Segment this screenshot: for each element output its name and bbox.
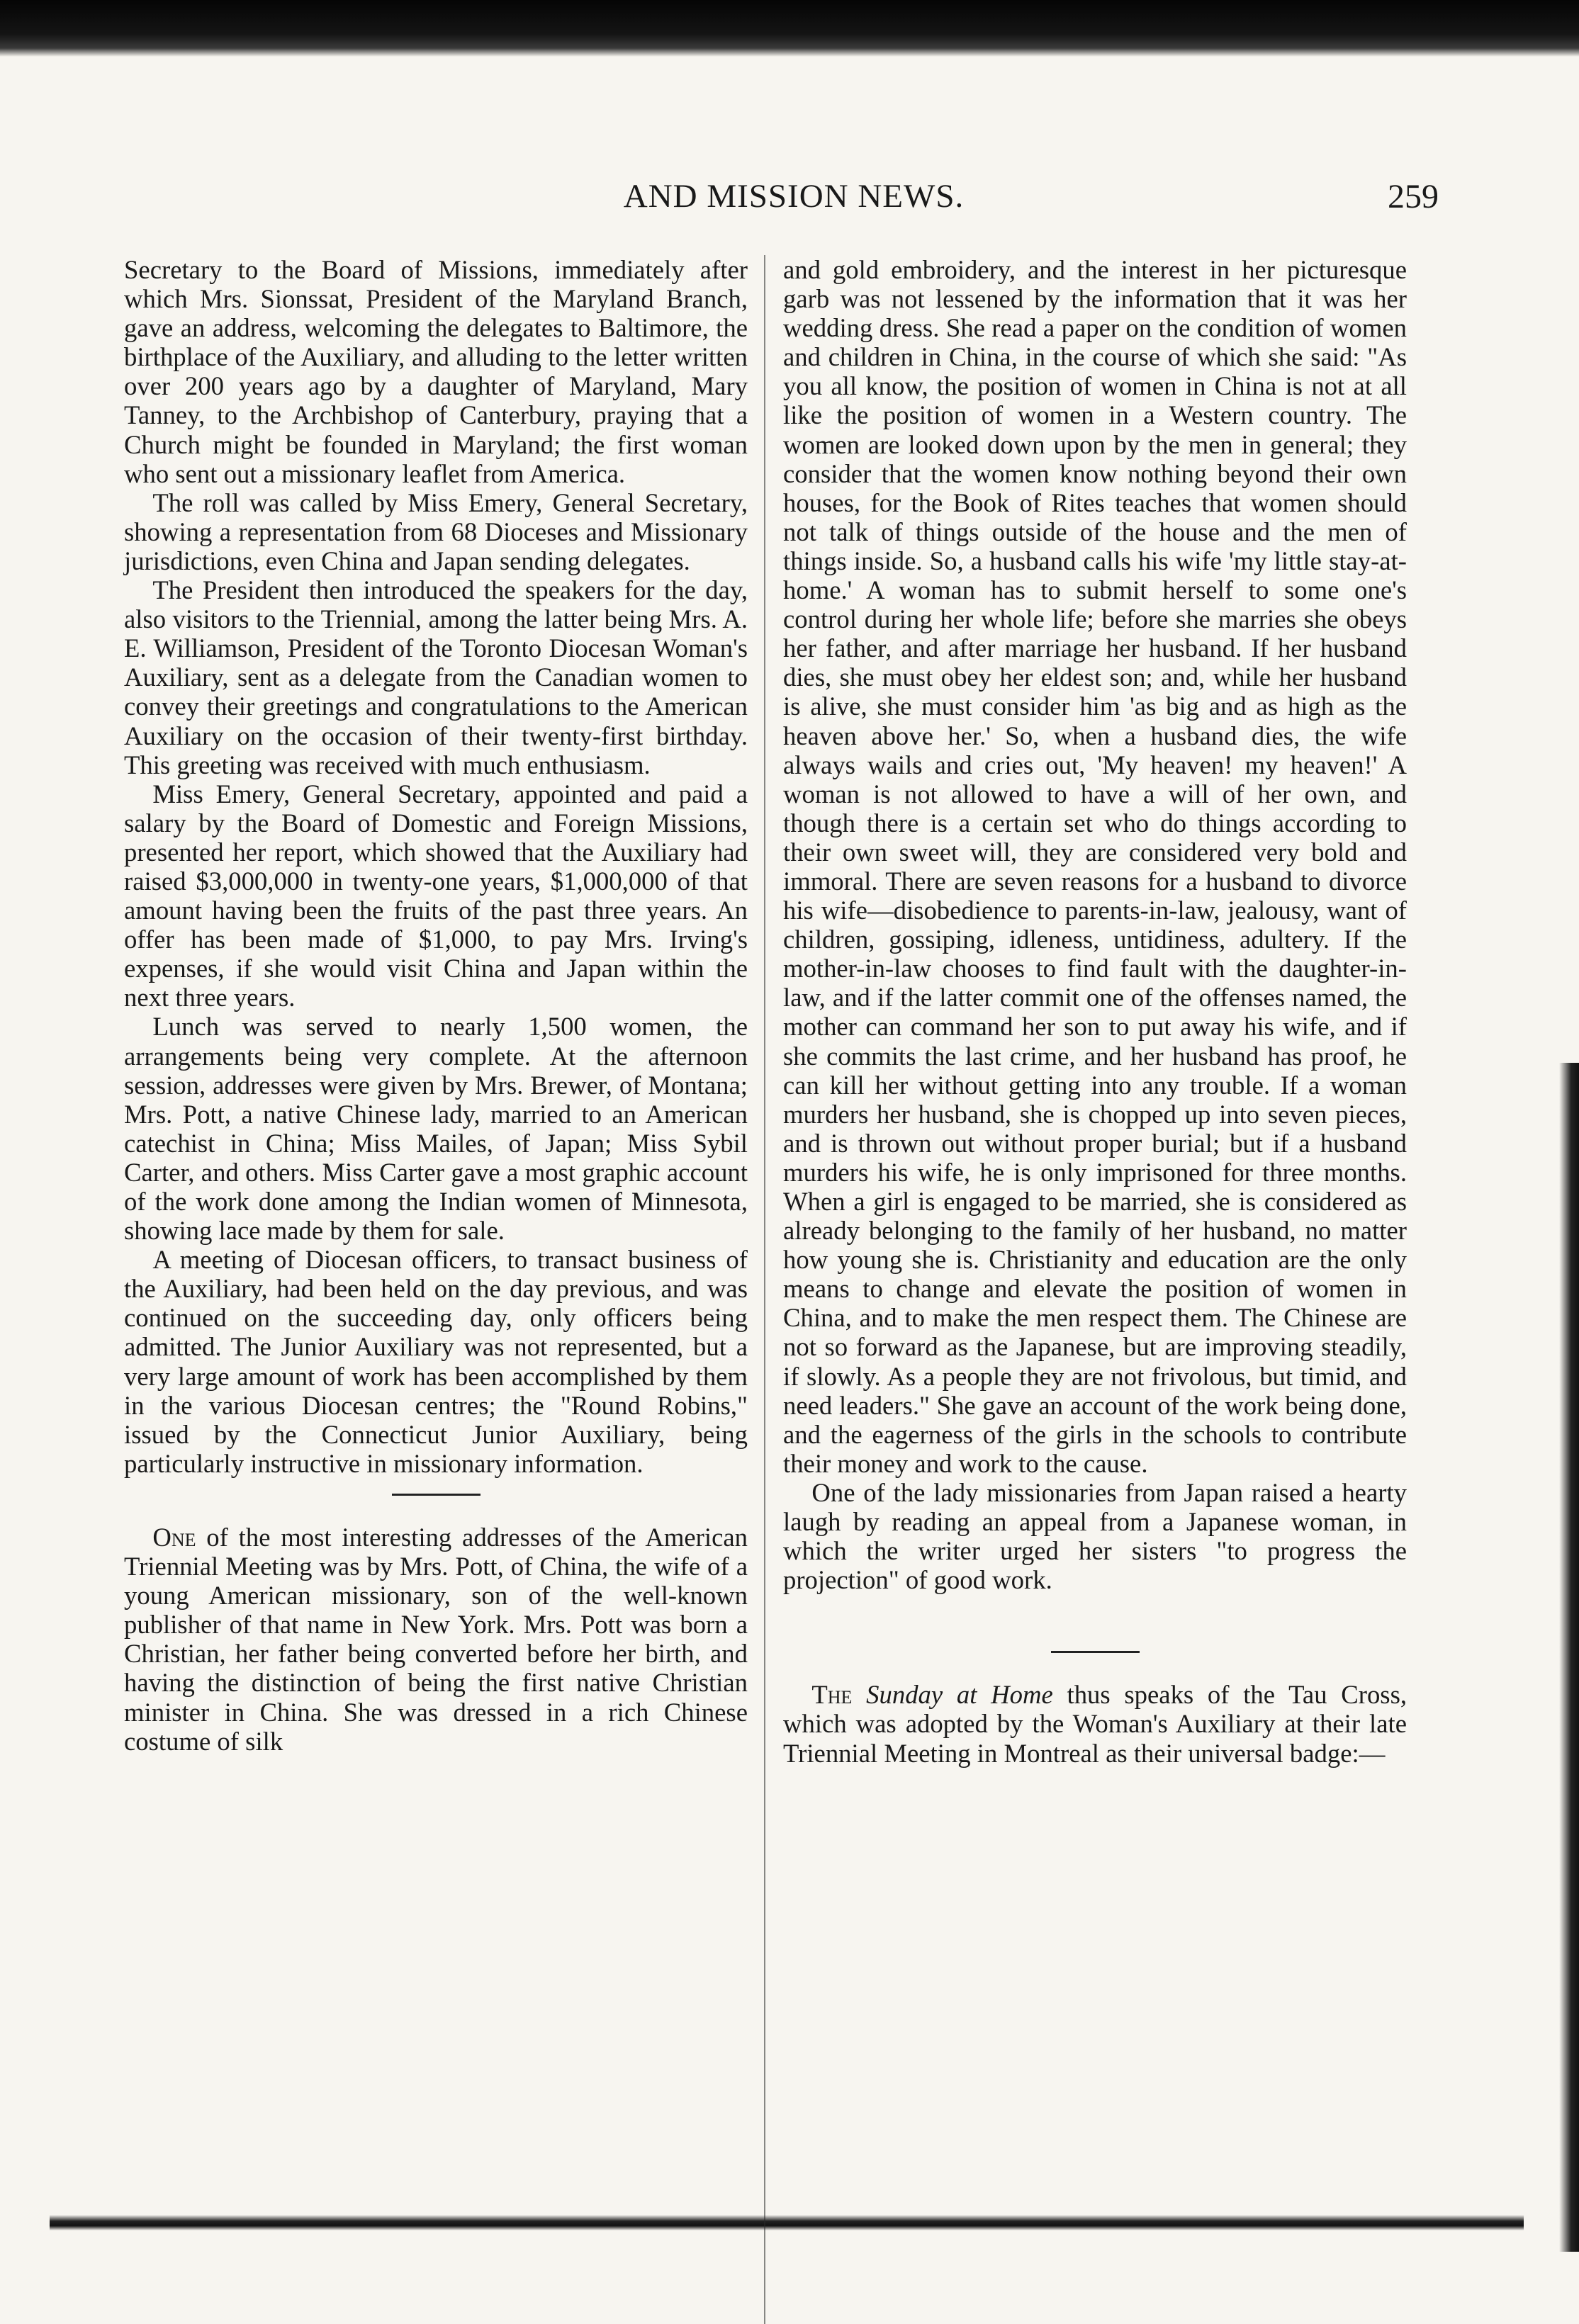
paragraph-text: of the most interesting addresses of the American Triennial Meeting was by Mrs. Pott, of China, the wife of a young American missionary, son of the well-known publisher of that name in New York. Mrs. Pott was born a Christian, her father being converted before her birth, and having the distinction of being the first native Christian minister in China. She was dressed in a rich Chinese costume of silk <box>124 1522 748 1756</box>
left-paragraph-3: The President then introduced the speakers for the day, also visitors to the Triennial, among the latter being Mrs. A. E. Williamson, President of the Toronto Diocesan Woman's Auxiliary, sent as a delegate from the Canadian women to convey their greetings and congratulations to the American Auxiliary on the occasion of their twenty-first birthday. This greeting was received with much enthusiasm. <box>124 575 748 779</box>
scan-right-edge <box>1559 1063 1579 2252</box>
page-number: 259 <box>1388 178 1439 215</box>
left-paragraph-7 <box>124 1523 748 1756</box>
left-paragraph-6: A meeting of Diocesan officers, to transact business of the Auxiliary, had been held on the day previous, and was continued on the succeeding day, only officers being admitted. The Junior Auxiliary was not represented, but a very large amount of work has been accomplished by them in the various Diocesan centres; the "Round Robins," issued by the Connecticut Junior Auxiliary, being particularly instructive in missionary information. <box>124 1245 748 1478</box>
left-paragraph-4: Miss Emery, General Secretary, appointed and paid a salary by the Board of Domestic and Foreign Missions, presented her report, which showed that the Auxiliary had raised $3,000,000 in twenty-one years, $1,000,000 of that amount having been the fruits of the past three years. An offer has been made of $1,000, to pay Mrs. Irving's expenses, if she would visit China and Japan within the next three years. <box>124 779 748 1012</box>
right-paragraph-2: One of the lady missionaries from Japan raised a hearty laugh by reading an appeal from a Japanese woman, in which the writer urged her sisters "to progress the projection" of good work. <box>783 1477 1407 1595</box>
scan-top-edge <box>0 0 1579 57</box>
left-column <box>124 255 748 1756</box>
lead-word: The <box>811 1680 853 1710</box>
scan-bottom-edge <box>50 2215 1524 2230</box>
left-paragraph-2: The roll was called by Miss Emery, General Secretary, showing a representation from 68 Dioceses and Missionary jurisdictions, even China and Japan sending delegates. <box>124 487 748 575</box>
publication-title: Sunday at Home <box>866 1680 1053 1710</box>
lead-word: One <box>152 1522 196 1552</box>
right-column <box>783 255 1407 1768</box>
left-paragraph-1: Secretary to the Board of Missions, immediately after which Mrs. Sionssat, President of the Maryland Branch, gave an address, welcoming the delegates to Baltimore, the birthplace of the Auxiliary, and alluding to the letter written over 200 years ago by a daughter of Maryland, Mary Tanney, to the Archbishop of Canterbury, praying that a Church might be founded in Maryland; the first woman who sent out a missionary leaflet from America. <box>124 255 748 488</box>
column-rule <box>764 255 765 2324</box>
left-paragraph-5: Lunch was served to nearly 1,500 women, the arrangements being very complete. At the afternoon session, addresses were given by Mrs. Brewer, of Montana; Mrs. Pott, a native Chinese lady, married to an American catechist in China; Miss Mailes, of Japan; Miss Sybil Carter, and others. Miss Carter gave a most graphic account of the work done among the Indian women of Minnesota, showing lace made by them for sale. <box>124 1012 748 1246</box>
page-header <box>120 177 1467 227</box>
paragraph-text: thus speaks of the Tau Cross, which was adopted by the Woman's Auxiliary at their late Triennial Meeting in Montreal as their universal badge:— <box>783 1680 1407 1768</box>
section-separator <box>1051 1651 1140 1653</box>
running-head: AND MISSION NEWS. <box>623 178 965 215</box>
right-paragraph-1: and gold embroidery, and the interest in her picturesque garb was not lessened by the information that it was her wedding dress. She read a paper on the condition of women and children in China, in the course of which she said: "As you all know, the position of women in China is not at all like the position of women in a Western country. The women are looked down upon by the men in general; they consider that the women know nothing beyond their own houses, for the Book of Rites teaches that women should not talk of things outside of the house and the men of things inside. So, a husband calls his wife 'my little stay-at-home.' A woman has to submit herself to some one's control during her whole life; before she marries she obeys her father, and after marriage her husband. If her husband dies, she must obey her eldest son; and, while her husband is alive, she must consider him 'as big and as high as the heaven above her.' So, when a husband dies, the wife always wails and cries out, 'My heaven! my heaven!' A woman is not allowed to have a will of her own, and though there is a certain set who do things according to their own sweet will, they are considered very bold and immoral. There are seven reasons for a husband to divorce his wife—disobedience to parents-in-law, jealousy, want of children, gossiping, idleness, untidiness, adultery. If the mother-in-law chooses to find fault with the daughter-in-law, and if the latter commit one of the offenses named, the mother can command her son to put away his wife, and if she commits the last crime, and her husband has proof, he can kill her without getting into any trouble. If a woman murders her husband, she is chopped up into seven pieces, and is thrown out without proper burial; but if a husband murders his wife, he is only imprisoned for three months. When a girl is engaged to be married, she is considered as already belonging to the family of her husband, no matter how young she is. Christianity and education are the only means to change and elevate the position of women in China, and to make the men respect them. The Chinese are not so forward as the Japanese, but are improving steadily, if slowly. As a people they are not frivolous, but timid, and need leaders." She gave an account of the work being done, and the eagerness of the girls in the schools to contribute their money and work to the cause. <box>783 255 1407 1478</box>
right-paragraph-3 <box>783 1680 1407 1767</box>
section-separator <box>392 1494 481 1496</box>
